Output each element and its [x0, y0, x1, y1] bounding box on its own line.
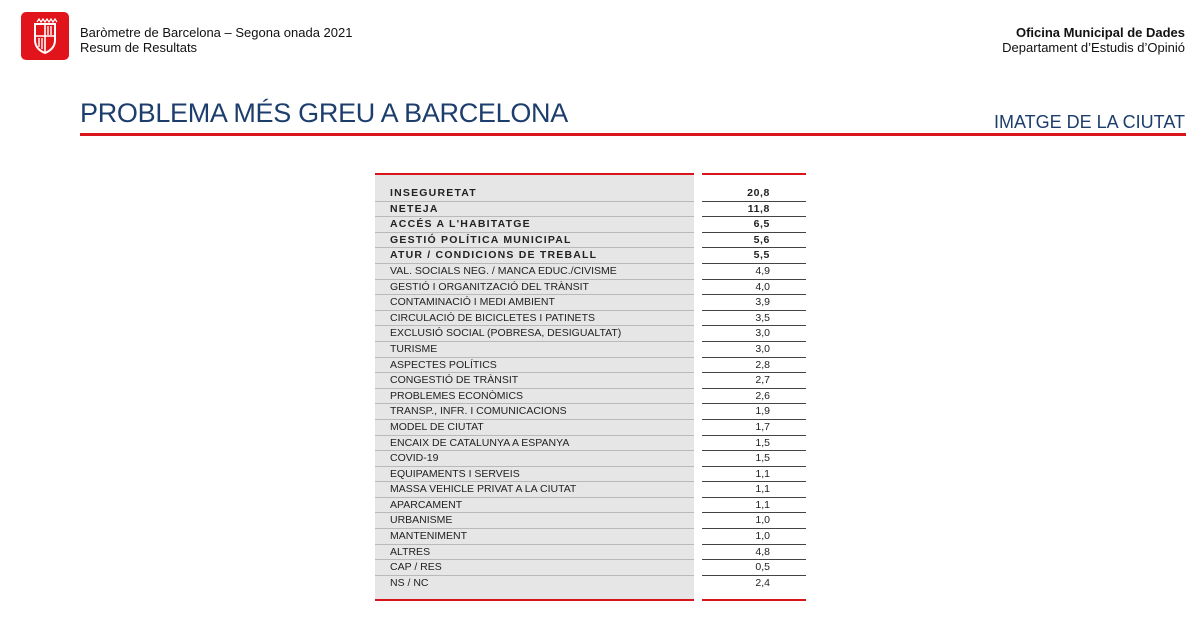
problem-value: 3,0 — [702, 342, 806, 358]
section-label: IMATGE DE LA CIUTAT — [993, 112, 1185, 132]
problem-value: 11,8 — [702, 202, 806, 218]
title-divider — [80, 133, 1186, 136]
problem-label: COVID-19 — [375, 451, 694, 467]
problem-label: CAP / RES — [375, 560, 694, 576]
problem-label: ATUR / CONDICIONS DE TREBALL — [375, 248, 694, 264]
organization-name: Oficina Municipal de Dades — [1015, 25, 1185, 40]
problem-label: MASSA VEHICLE PRIVAT A LA CIUTAT — [375, 482, 694, 498]
problem-values-column — [702, 173, 806, 601]
report-title: Baròmetre de Barcelona – Segona onada 2021 — [80, 25, 353, 40]
barcelona-logo-icon — [21, 12, 69, 60]
problem-label: ASPECTES POLÍTICS — [375, 358, 694, 374]
problem-value: 4,9 — [702, 264, 806, 280]
organization-header — [1002, 25, 1185, 55]
problem-value: 4,0 — [702, 280, 806, 296]
problem-value: 3,9 — [702, 295, 806, 311]
problem-value: 1,7 — [702, 420, 806, 436]
problem-label: GESTIÓ POLÍTICA MUNICIPAL — [375, 233, 694, 249]
problem-value: 0,5 — [702, 560, 806, 576]
problem-label: GESTIÓ I ORGANITZACIÓ DEL TRÀNSIT — [375, 280, 694, 296]
problem-label: ACCÉS A L'HABITATGE — [375, 217, 694, 233]
problem-value: 1,5 — [702, 451, 806, 467]
department-name: Departament d’Estudis d’Opinió — [1002, 40, 1185, 55]
problem-value: 3,0 — [702, 326, 806, 342]
problem-value: 4,8 — [702, 545, 806, 561]
problem-label: CIRCULACIÓ DE BICICLETES I PATINETS — [375, 311, 694, 327]
problem-label: APARCAMENT — [375, 498, 694, 514]
problem-label: MANTENIMENT — [375, 529, 694, 545]
problem-value: 5,6 — [702, 233, 806, 249]
problem-label: TRANSP., INFR. I COMUNICACIONS — [375, 404, 694, 420]
problem-value: 2,7 — [702, 373, 806, 389]
problem-label: ENCAIX DE CATALUNYA A ESPANYA — [375, 436, 694, 452]
problem-value: 1,9 — [702, 404, 806, 420]
problem-value: 1,1 — [702, 482, 806, 498]
problem-label: URBANISME — [375, 513, 694, 529]
problem-value: 2,8 — [702, 358, 806, 374]
problem-value: 3,5 — [702, 311, 806, 327]
problem-value: 2,4 — [755, 576, 770, 589]
problem-label: NETEJA — [375, 202, 694, 218]
problem-labels-column — [375, 173, 694, 601]
problem-label: PROBLEMES ECONÒMICS — [375, 389, 694, 405]
problem-label: EQUIPAMENTS I SERVEIS — [375, 467, 694, 483]
problem-label: INSEGURETAT — [375, 186, 694, 202]
problem-value: 1,1 — [702, 467, 806, 483]
problem-value: 1,0 — [702, 529, 806, 545]
problem-label: CONTAMINACIÓ I MEDI AMBIENT — [375, 295, 694, 311]
problem-label: CONGESTIÓ DE TRÀNSIT — [375, 373, 694, 389]
problem-label: VAL. SOCIALS NEG. / MANCA EDUC./CIVISME — [375, 264, 694, 280]
problem-label: ALTRES — [375, 545, 694, 561]
problem-label: EXCLUSIÓ SOCIAL (POBRESA, DESIGUALTAT) — [375, 326, 694, 342]
problem-value: 20,8 — [702, 186, 806, 202]
problem-value: 1,0 — [702, 513, 806, 529]
page-title: PROBLEMA MÉS GREU A BARCELONA — [80, 98, 568, 128]
problem-value: 1,5 — [702, 436, 806, 452]
problem-value: 1,1 — [702, 498, 806, 514]
problem-label: MODEL DE CIUTAT — [375, 420, 694, 436]
report-header — [80, 25, 352, 55]
problem-label: TURISME — [375, 342, 694, 358]
report-subtitle: Resum de Resultats — [80, 40, 198, 55]
problem-value: 2,6 — [702, 389, 806, 405]
problem-value: 5,5 — [702, 248, 806, 264]
problem-value: 6,5 — [702, 217, 806, 233]
problem-label: NS / NC — [390, 576, 429, 589]
